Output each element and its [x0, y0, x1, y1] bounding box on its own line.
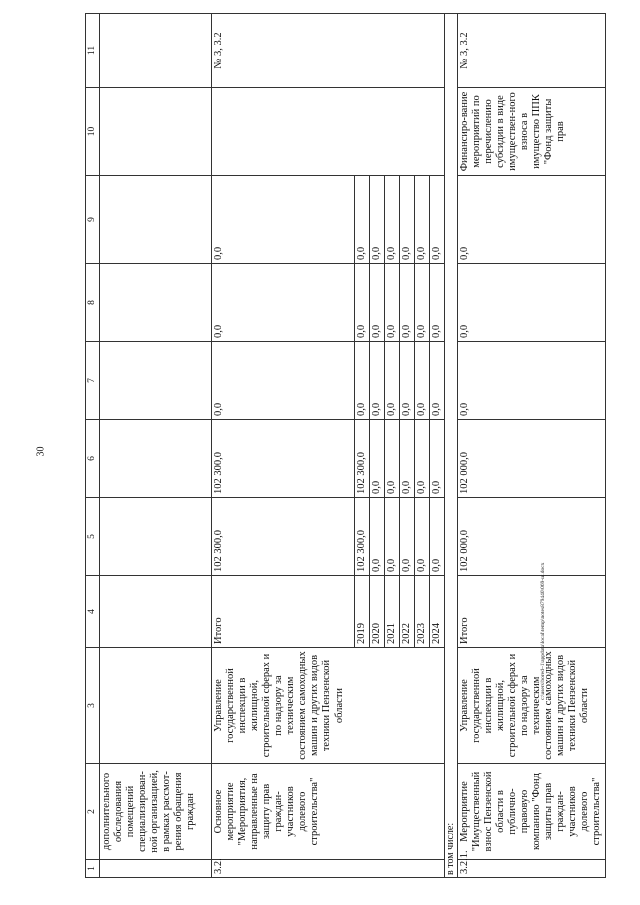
header-cell: 2	[86, 764, 100, 860]
file-path-footer: c:\users\bored~1\appdata\local\temp\notes879440\069-ш.docx	[540, 562, 546, 700]
header-cell: 3	[86, 648, 100, 764]
value-cell: 0,0	[400, 176, 415, 264]
value-cell: 0,0	[415, 498, 430, 576]
value-cell: 0,0	[354, 342, 369, 420]
measure-name: Основное мероприятие "Мероприятия, направленные на защиту прав граждан-участников долевого строительства"	[211, 764, 444, 860]
value-cell: 0,0	[457, 264, 605, 342]
value-cell: 102 000,0	[457, 420, 605, 498]
row-number: 3.2.	[211, 860, 444, 878]
value-cell: 102 000,0	[457, 498, 605, 576]
executor: Управление государственной инспекции в жилищной, строительной сферах и по надзору за техническим состоянием самоходных машин и других видов техники Пензенской области	[457, 648, 605, 764]
year-label: 2023	[415, 576, 430, 648]
in-total-label: в том числе:	[445, 14, 458, 878]
header-cell: 11	[86, 14, 100, 88]
table-row	[211, 14, 354, 878]
value-cell: 0,0	[400, 498, 415, 576]
header-cell: 9	[86, 176, 100, 264]
total-label: Итого	[211, 576, 354, 648]
value-cell: 0,0	[369, 342, 384, 420]
value-cell: 102 300,0	[211, 420, 354, 498]
value-cell: 0,0	[369, 264, 384, 342]
value-cell: 0,0	[415, 176, 430, 264]
value-cell: 0,0	[354, 176, 369, 264]
header-cell: 4	[86, 576, 100, 648]
value-cell: 0,0	[400, 420, 415, 498]
expected-result: Финансиро-вание мероприятий по перечислению субсидии в виде имуществен-ного взноса в имущество ППК "Фонд защиты прав	[457, 88, 605, 176]
program-table-sheet	[85, 14, 603, 878]
year-label: 2021	[385, 576, 400, 648]
value-cell: 0,0	[385, 176, 400, 264]
value-cell: 0,0	[457, 342, 605, 420]
value-cell: 0,0	[430, 264, 445, 342]
total-label: Итого	[457, 576, 605, 648]
value-cell: 0,0	[430, 176, 445, 264]
value-cell: 0,0	[385, 420, 400, 498]
measure-name: Мероприятие "Имущественный взнос Пензенской области в публично-правовую компанию "Фонд защиты прав граждан-участников долевого строительства"	[457, 764, 605, 860]
value-cell: 0,0	[400, 342, 415, 420]
value-cell: 0,0	[430, 342, 445, 420]
year-label: 2024	[430, 576, 445, 648]
value-cell: 0,0	[385, 498, 400, 576]
year-label: 2019	[354, 576, 369, 648]
table-row	[457, 14, 605, 878]
executor: Управление государственной инспекции в жилищной, строительной сферах и по надзору за техническим состоянием самоходных машин и других видов техники Пензенской области	[211, 648, 444, 764]
year-label: 2020	[369, 576, 384, 648]
page-number: 30	[35, 446, 47, 457]
value-cell: 0,0	[211, 342, 354, 420]
value-cell: 0,0	[430, 420, 445, 498]
prev-row-continuation: дополнительного обследования помещений специализирован-ной организацией, в рамках рассмот-рения обращения граждан	[99, 764, 211, 860]
value-cell: 0,0	[415, 420, 430, 498]
header-cell: 6	[86, 420, 100, 498]
indicator: № 3, 3.2	[211, 14, 444, 88]
value-cell: 0,0	[430, 498, 445, 576]
indicator: № 3, 3.2	[457, 14, 605, 88]
value-cell: 0,0	[415, 264, 430, 342]
table-row	[99, 14, 211, 878]
year-label: 2022	[400, 576, 415, 648]
program-measures-table	[85, 13, 606, 878]
value-cell: 0,0	[385, 342, 400, 420]
value-cell: 0,0	[385, 264, 400, 342]
in-total-row	[445, 14, 458, 878]
header-cell: 5	[86, 498, 100, 576]
value-cell: 0,0	[415, 342, 430, 420]
value-cell: 102 300,0	[211, 498, 354, 576]
value-cell: 0,0	[457, 176, 605, 264]
value-cell: 0,0	[211, 176, 354, 264]
value-cell: 0,0	[400, 264, 415, 342]
value-cell: 102 300,0	[354, 420, 369, 498]
header-cell: 8	[86, 264, 100, 342]
header-cell: 7	[86, 342, 100, 420]
row-number: 3.2.1.	[457, 860, 605, 878]
header-cell: 10	[86, 88, 100, 176]
value-cell: 0,0	[354, 264, 369, 342]
value-cell: 0,0	[369, 420, 384, 498]
value-cell: 0,0	[369, 176, 384, 264]
header-cell: 1	[86, 860, 100, 878]
value-cell: 0,0	[211, 264, 354, 342]
value-cell: 0,0	[369, 498, 384, 576]
header-row	[86, 14, 100, 878]
value-cell: 102 300,0	[354, 498, 369, 576]
